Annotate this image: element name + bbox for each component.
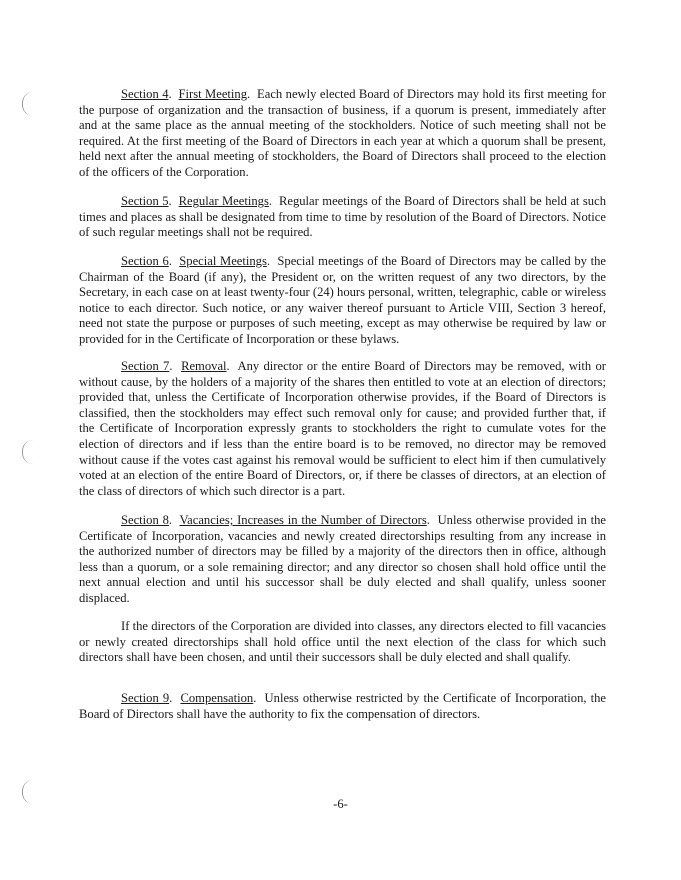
section-8-body: Unless otherwise provided in the Certificate of Incorporation, vacancies and newly created directorships resulting from any increase in the authorized number of directors may be filled by a majority of the directors then in office, although less than a quorum, or a sole remaining director; and any director so chosen shall hold office until the next annual election and until his successor shall be duly elected and shall qualify, unless sooner displaced. bbox=[79, 513, 606, 605]
section-9-number: Section 9 bbox=[121, 691, 170, 705]
binding-mark-top bbox=[22, 92, 33, 116]
section-7-title: Removal bbox=[181, 359, 227, 373]
section-8-continuation-paragraph: If the directors of the Corporation are divided into classes, any directors elected to fill vacancies or newly created directorships shall hold office until the next election of the class for which such directors shall have been chosen, and until their successors shall be duly elected and shall qualify. bbox=[79, 619, 606, 665]
section-9-paragraph: Section 9. Compensation. Unless otherwise restricted by the Certificate of Incorporation, the Board of Directors shall have the authority to fix the compensation of directors. bbox=[79, 691, 606, 721]
section-7-paragraph: Section 7. Removal. Any director or the entire Board of Directors may be removed, with or without cause, by the holders of a majority of the shares then entitled to vote at an election of directors; provided that, unless the Certificate of Incorporation otherwise provides, if the Board of Directors is classified, then the stockholders may effect such removal only for cause; and provided further that, if the Certificate of Incorporation expressly grants to stockholders the right to cumulate votes for the election of directors and if less than the entire board is to be removed, no director may be removed without cause if the votes cast against his removal would be sufficient to elect him if then cumulatively voted at an election of the entire Board of Directors, or, if there be classes of directors, at an election of the class of directors of which such director is a part. bbox=[79, 359, 606, 498]
section-5-body: Regular meetings of the Board of Directors shall be held at such times and places as shall be designated from time to time by resolution of the Board of Directors. Notice of such regular meetings shall not be required. bbox=[79, 194, 606, 240]
section-5-paragraph: Section 5. Regular Meetings. Regular meetings of the Board of Directors shall be held at such times and places as shall be designated from time to time by resolution of the Board of Directors. Notice of such regular meetings shall not be required. bbox=[79, 194, 606, 240]
section-6-title: Special Meetings bbox=[179, 254, 267, 268]
section-8-paragraph: Section 8. Vacancies; Increases in the Number of Directors. Unless otherwise provided in the Certificate of Incorporation, vacancies and newly created directorships resulting from any increase in the authorized number of directors may be filled by a majority of the directors then in office, although less than a quorum, or a sole remaining director; and any director so chosen shall hold office until the next annual election and until his successor shall be duly elected and shall qualify, unless sooner displaced. bbox=[79, 513, 606, 605]
page-number: -6- bbox=[333, 797, 348, 811]
section-6-body: Special meetings of the Board of Directors may be called by the Chairman of the Board (if any), the President or, on the written request of any two directors, by the Secretary, in each case on at least twenty-four (24) hours personal, written, telegraphic, cable or wireless notice to each director. Such notice, or any waiver thereof pursuant to Article VIII, Section 3 hereof, need not state the purpose or purposes of such meeting, except as may otherwise be required by law or provided for in the Certificate of Incorporation or these bylaws. bbox=[79, 254, 606, 346]
section-9-body: Unless otherwise restricted by the Certificate of Incorporation, the Board of Directors shall have the authority to fix the compensation of directors. bbox=[79, 691, 606, 721]
section-5-number: Section 5 bbox=[121, 194, 169, 208]
section-4-paragraph: Section 4. First Meeting. Each newly elected Board of Directors may hold its first meeting for the purpose of organization and the transaction of business, if a quorum is present, immediately after and at the same place as the annual meeting of the stockholders. Notice of such meeting shall not be required. At the first meeting of the Board of Directors in each year at which a quorum shall be present, held next after the annual meeting of stockholders, the Board of Directors shall proceed to the election of the officers of the Corporation. bbox=[79, 87, 606, 179]
section-6-paragraph: Section 6. Special Meetings. Special meetings of the Board of Directors may be called by the Chairman of the Board (if any), the President or, on the written request of any two directors, by the Secretary, in each case on at least twenty-four (24) hours personal, written, telegraphic, cable or wireless notice to each director. Such notice, or any waiver thereof pursuant to Article VIII, Section 3 hereof, need not state the purpose or purposes of such meeting, except as may otherwise be required by law or provided for in the Certificate of Incorporation or these bylaws. bbox=[79, 254, 606, 346]
section-8-title: Vacancies; Increases in the Number of Directors bbox=[179, 513, 427, 527]
section-4-number: Section 4 bbox=[121, 87, 169, 101]
section-7-body: Any director or the entire Board of Directors may be removed, with or without cause, by the holders of a majority of the shares then entitled to vote at an election of directors; provided that, unless the Certificate of Incorporation otherwise provides, if the Board of Directors is classified, then the stockholders may effect such removal only for cause; and provided further that, if the Certificate of Incorporation expressly grants to stockholders the right to cumulate votes for the election of directors and if less than the entire board is to be removed, no director may be removed without cause if the votes cast against his removal would be sufficient to elect him if then cumulatively voted at an election of the entire Board of Directors, or, if there be classes of directors, at an election of the class of directors of which such director is a part. bbox=[79, 359, 606, 498]
section-8-number: Section 8 bbox=[121, 513, 169, 527]
section-7-number: Section 7 bbox=[121, 359, 170, 373]
section-4-body: Each newly elected Board of Directors may hold its first meeting for the purpose of organization and the transaction of business, if a quorum is present, immediately after and at the same place as the annual meeting of the stockholders. Notice of such meeting shall not be required. At the first meeting of the Board of Directors in each year at which a quorum shall be present, held next after the annual meeting of stockholders, the Board of Directors shall proceed to the election of the officers of the Corporation. bbox=[79, 87, 606, 179]
section-5-title: Regular Meetings bbox=[178, 194, 269, 208]
binding-mark-middle bbox=[22, 440, 33, 464]
section-4-title: First Meeting bbox=[178, 87, 248, 101]
section-6-number: Section 6 bbox=[121, 254, 169, 268]
section-9-title: Compensation bbox=[180, 691, 254, 705]
